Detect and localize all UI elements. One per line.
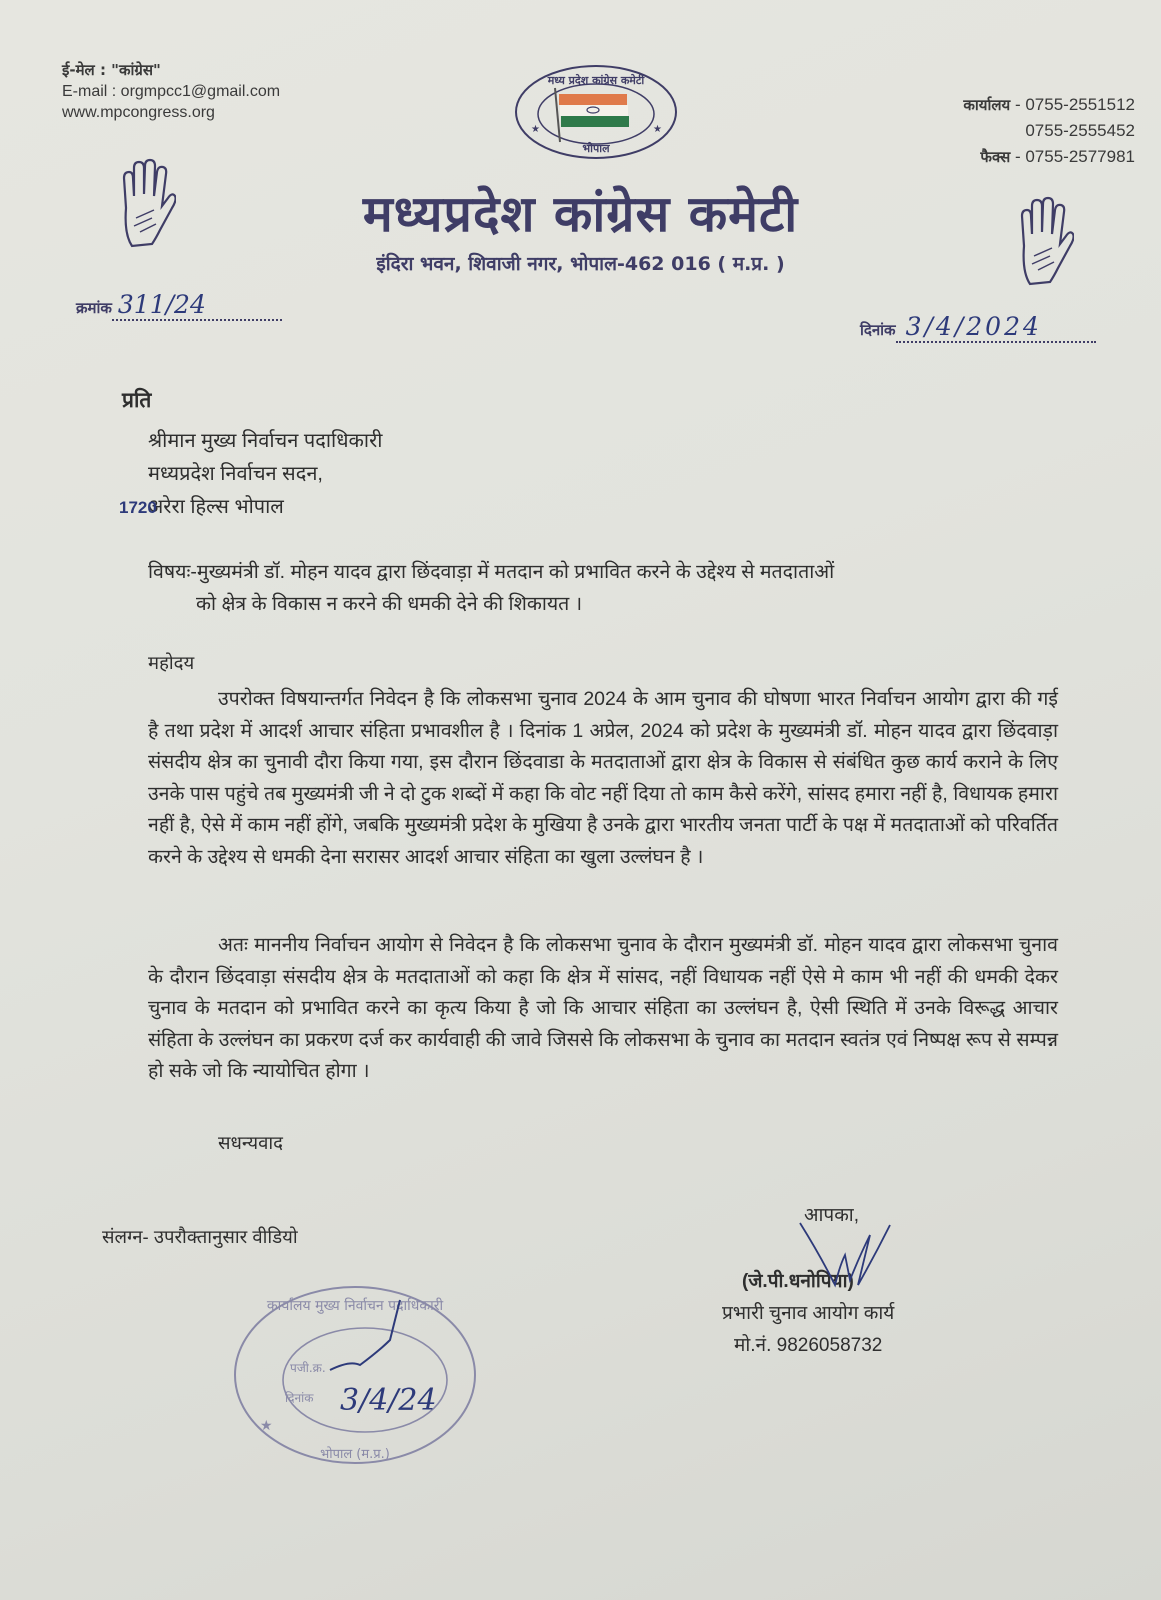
date-value: 3/4/2024: [905, 312, 1042, 341]
svg-text:भोपाल (म.प्र.): भोपाल (म.प्र.): [320, 1447, 390, 1462]
subject-line-1: विषयः-मुख्यमंत्री डॉ. मोहन यादव द्वारा छिंदवाड़ा में मतदान को प्रभावित करने के उद्देश्य से मतदाताओं: [148, 561, 835, 583]
handwritten-signature-icon: [790, 1215, 900, 1295]
organization-name: मध्यप्रदेश कांग्रेस कमेटी: [362, 185, 799, 243]
recipient-stamp-number: 1720: [119, 498, 157, 517]
fax-label: फैक्स: [980, 148, 1011, 166]
subject: [148, 556, 1078, 620]
svg-text:पजी.क्र.: पजी.क्र.: [290, 1361, 326, 1375]
receipt-stamp-icon: [230, 1280, 480, 1470]
congress-emblem-icon: [513, 62, 679, 162]
subject-line-2: को क्षेत्र के विकास न करने की धमकी देने की शिकायत ।: [196, 593, 583, 615]
email-hindi: ई-मेल : "कांग्रेस": [62, 61, 161, 79]
signatory-designation: प्रभारी चुनाव आयोग कार्य: [722, 1303, 895, 1324]
recipient-line-3: अरेरा हिल्स भोपाल: [148, 496, 284, 518]
reference-label: क्रमांक: [76, 299, 112, 317]
contact-info-left: [62, 60, 280, 123]
office-label: कार्यालय: [963, 96, 1011, 114]
to-label: प्रति: [122, 389, 152, 412]
fax-number: - 0755-2577981: [1014, 147, 1135, 166]
svg-text:भोपाल: भोपाल: [582, 142, 610, 155]
svg-text:3/4/24: 3/4/24: [340, 1383, 437, 1418]
closing: सधन्यवाद: [218, 1132, 283, 1153]
letter-date: [860, 312, 1096, 343]
organization-address: इंदिरा भवन, शिवाजी नगर, भोपाल-462 016 ( म.प्र. ): [376, 253, 785, 275]
svg-text:मध्य प्रदेश कांग्रेस कमेटी: मध्य प्रदेश कांग्रेस कमेटी: [547, 74, 645, 87]
reference-number: [76, 290, 282, 321]
body-paragraph-1: उपरोक्त विषयान्तर्गत निवेदन है कि लोकसभा चुनाव 2024 के आम चुनाव की घोषणा भारत निर्वाचन आयोग द्वारा की गई है तथा प्रदेश में आदर्श आचार संहिता प्रभावशील है । दिनांक 1 अप्रेल, 2024 को प्रदेश के मुख्यमंत्री डॉ. मोहन यादव द्वारा छिंदवाड़ा संसदीय क्षेत्र का चुनावी दौरा किया गया, इस दौरान छिंदवाडा के मतदाताओं द्वारा क्षेत्र के विकास से संबंधित कुछ कार्य कराने के लिए उनके पास पहुंचे तब मुख्यमंत्री जी ने दो टुक शब्दों में कहा कि वोट नहीं दिया तो काम कैसे करेंगे, सांसद हमारा नहीं है, विधायक हमारा नहीं है, ऐसे में काम नहीं होंगे, जबकि मुख्यमंत्री प्रदेश के मुखिया है उनके द्वारा भारतीय जनता पार्टी के पक्ष में मतदाताओं को परिवर्तित करने के उद्देश्य से धमकी देना सरासर आदर्श आचार संहिता का खुला उल्लंघन है ।: [148, 688, 1058, 868]
svg-text:★: ★: [260, 1418, 273, 1434]
svg-text:★: ★: [531, 124, 540, 135]
body-paragraph-2: अतः माननीय निर्वाचन आयोग से निवेदन है कि लोकसभा चुनाव के दौरान मुख्यमंत्री डॉ. मोहन यादव द्वारा लोकसभा चुनाव के दौरान छिंदवाड़ा संसदीय क्षेत्र के मतदाताओं को कहा कि क्षेत्र में सांसद, नहीं विधायक नहीं ऐसे मे काम भी नहीं की धमकी देकर चुनाव के मतदान को प्रभावित करने का कृत्य किया है जो कि आचार संहिता का उल्लंघन है, ऐसी स्थिति में उनके विरूद्ध आचार संहिता के उल्लंघन का प्रकरण दर्ज कर कार्यवाही की जावे जिससे कि लोकसभा के चुनाव का मतदान स्वतंत्र एवं निष्पक्ष रूप से सम्पन्न हो सके जो कि न्यायोचित होगा ।: [148, 934, 1058, 1083]
attachment-note: संलग्न- उपरौक्तानुसार वीडियो: [102, 1226, 298, 1247]
recipient-line-2: मध्यप्रदेश निर्वाचन सदन,: [148, 463, 323, 485]
reference-value: 311/24: [117, 290, 206, 319]
contact-info-right: [963, 92, 1135, 170]
email-address: E-mail : orgmpcc1@gmail.com: [62, 83, 281, 100]
office-phone-1: - 0755-2551512: [1014, 95, 1135, 114]
website: www.mpcongress.org: [62, 104, 215, 121]
recipient-line-1: श्रीमान मुख्य निर्वाचन पदाधिकारी: [148, 430, 383, 452]
salutation: महोदय: [148, 652, 195, 673]
svg-text:★: ★: [653, 124, 662, 135]
signatory-name: (जे.पी.धनोपिया): [742, 1271, 854, 1292]
svg-text:दिनांक: दिनांक: [285, 1391, 314, 1405]
office-phone-2: 0755-2555452: [1025, 121, 1135, 140]
svg-text:कार्यालय मुख्य निर्वाचन पदाधिक: कार्यालय मुख्य निर्वाचन पदाधिकारी: [266, 1298, 444, 1314]
recipient-address: [119, 425, 383, 524]
yours-text: आपका,: [804, 1205, 860, 1226]
signatory-mobile: मो.नं. 9826058732: [734, 1335, 883, 1356]
date-label: दिनांक: [860, 321, 896, 339]
